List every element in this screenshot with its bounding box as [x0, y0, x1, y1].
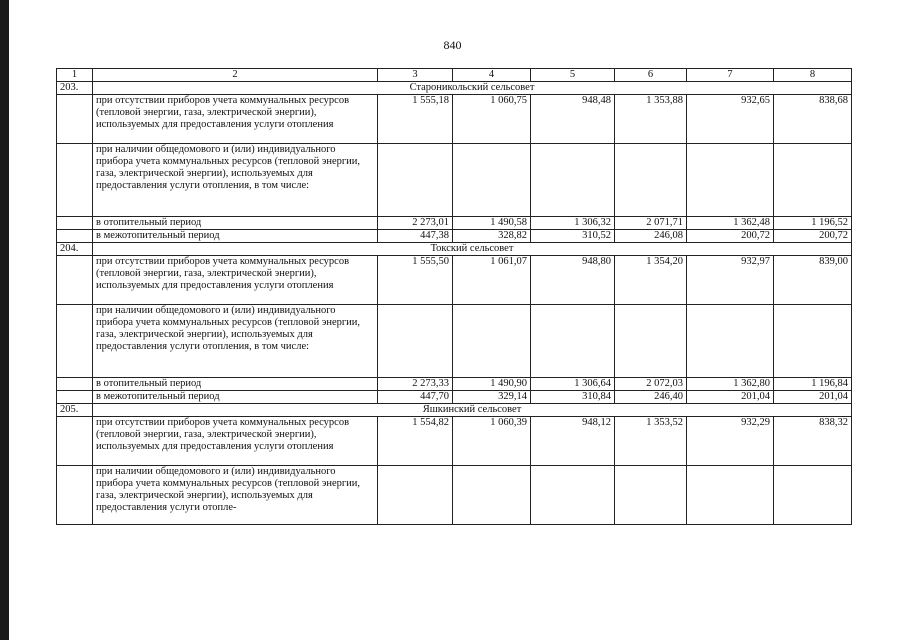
value-cell [378, 144, 453, 217]
table-row [57, 217, 852, 230]
value-cell [531, 144, 615, 217]
row-label: в межотопительный период [93, 391, 378, 404]
header-row [57, 69, 852, 82]
table-row [57, 230, 852, 243]
value-cell: 1 490,58 [453, 217, 531, 230]
row-label: в межотопительный период [93, 230, 378, 243]
empty-cell [57, 305, 93, 378]
value-cell [687, 144, 774, 217]
row-label: в отопительный период [93, 378, 378, 391]
value-cell: 932,97 [687, 256, 774, 305]
value-cell: 1 060,75 [453, 95, 531, 144]
value-cell [774, 144, 852, 217]
empty-cell [57, 417, 93, 466]
value-cell [687, 466, 774, 525]
value-cell: 1 196,52 [774, 217, 852, 230]
value-cell [774, 305, 852, 378]
row-label: при наличии общедомового и (или) индивидуального прибора учета коммунальных ресурсов (тепловой энергии, газа, электрической энергии), используемых для предоставления услуги отопления, в том числе: [93, 305, 378, 378]
row-label: при отсутствии приборов учета коммунальных ресурсов (тепловой энергии, газа, электрической энергии), используемых для предоставления услуги отопления [93, 256, 378, 305]
value-cell: 200,72 [687, 230, 774, 243]
empty-cell [57, 378, 93, 391]
value-cell: 1 555,18 [378, 95, 453, 144]
empty-cell [57, 217, 93, 230]
value-cell [378, 305, 453, 378]
value-cell [378, 466, 453, 525]
header-cell: 2 [93, 69, 378, 82]
table-row [57, 466, 852, 525]
tariff-table [56, 68, 852, 525]
value-cell: 201,04 [774, 391, 852, 404]
header-cell: 4 [453, 69, 531, 82]
value-cell: 932,65 [687, 95, 774, 144]
value-cell: 200,72 [774, 230, 852, 243]
table-row [57, 417, 852, 466]
empty-cell [57, 256, 93, 305]
header-cell: 7 [687, 69, 774, 82]
value-cell: 1 490,90 [453, 378, 531, 391]
value-cell: 1 060,39 [453, 417, 531, 466]
row-label: при наличии общедомового и (или) индивидуального прибора учета коммунальных ресурсов (тепловой энергии, газа, электрической энергии), используемых для предоставления услуги отопле- [93, 466, 378, 525]
value-cell: 1 362,48 [687, 217, 774, 230]
value-cell: 1 353,52 [615, 417, 687, 466]
group-row [57, 82, 852, 95]
value-cell: 201,04 [687, 391, 774, 404]
page-number: 840 [443, 38, 462, 52]
value-cell: 1 306,64 [531, 378, 615, 391]
row-label: при отсутствии приборов учета коммунальных ресурсов (тепловой энергии, газа, электрической энергии), используемых для предоставления услуги отопления [93, 95, 378, 144]
empty-cell [57, 391, 93, 404]
value-cell: 447,38 [378, 230, 453, 243]
value-cell: 1 555,50 [378, 256, 453, 305]
value-cell [453, 144, 531, 217]
value-cell: 1 306,32 [531, 217, 615, 230]
value-cell: 1 353,88 [615, 95, 687, 144]
value-cell: 1 196,84 [774, 378, 852, 391]
value-cell: 447,70 [378, 391, 453, 404]
value-cell: 839,00 [774, 256, 852, 305]
value-cell: 246,40 [615, 391, 687, 404]
value-cell [615, 144, 687, 217]
value-cell: 948,12 [531, 417, 615, 466]
value-cell [774, 466, 852, 525]
header-cell: 5 [531, 69, 615, 82]
group-name: Староникольский сельсовет [93, 82, 852, 95]
header-cell: 3 [378, 69, 453, 82]
table-row [57, 95, 852, 144]
value-cell [687, 305, 774, 378]
value-cell: 2 273,01 [378, 217, 453, 230]
group-number: 204. [57, 243, 93, 256]
value-cell: 1 362,80 [687, 378, 774, 391]
header-cell: 8 [774, 69, 852, 82]
value-cell: 948,48 [531, 95, 615, 144]
table-row [57, 391, 852, 404]
value-cell: 2 072,03 [615, 378, 687, 391]
value-cell: 932,29 [687, 417, 774, 466]
value-cell: 2 071,71 [615, 217, 687, 230]
value-cell: 948,80 [531, 256, 615, 305]
value-cell [453, 466, 531, 525]
group-name: Токский сельсовет [93, 243, 852, 256]
group-row [57, 404, 852, 417]
group-number: 203. [57, 82, 93, 95]
value-cell: 838,68 [774, 95, 852, 144]
empty-cell [57, 144, 93, 217]
table-row [57, 378, 852, 391]
value-cell: 1 354,20 [615, 256, 687, 305]
group-number: 205. [57, 404, 93, 417]
row-label: при отсутствии приборов учета коммунальных ресурсов (тепловой энергии, газа, электрической энергии), используемых для предоставления услуги отопления [93, 417, 378, 466]
header-cell: 6 [615, 69, 687, 82]
value-cell [615, 466, 687, 525]
row-label: при наличии общедомового и (или) индивидуального прибора учета коммунальных ресурсов (тепловой энергии, газа, электрической энергии), используемых для предоставления услуги отопления, в том числе: [93, 144, 378, 217]
row-label: в отопительный период [93, 217, 378, 230]
value-cell: 2 273,33 [378, 378, 453, 391]
value-cell: 246,08 [615, 230, 687, 243]
group-name: Яшкинский сельсовет [93, 404, 852, 417]
value-cell: 329,14 [453, 391, 531, 404]
value-cell [531, 305, 615, 378]
table-row [57, 144, 852, 217]
value-cell: 1 061,07 [453, 256, 531, 305]
value-cell [615, 305, 687, 378]
value-cell: 310,52 [531, 230, 615, 243]
value-cell: 838,32 [774, 417, 852, 466]
value-cell: 328,82 [453, 230, 531, 243]
empty-cell [57, 95, 93, 144]
empty-cell [57, 466, 93, 525]
group-row [57, 243, 852, 256]
value-cell [453, 305, 531, 378]
table-row [57, 256, 852, 305]
table-row [57, 305, 852, 378]
value-cell [531, 466, 615, 525]
value-cell: 1 554,82 [378, 417, 453, 466]
scan-edge-shadow [0, 0, 9, 640]
empty-cell [57, 230, 93, 243]
value-cell: 310,84 [531, 391, 615, 404]
header-cell: 1 [57, 69, 93, 82]
